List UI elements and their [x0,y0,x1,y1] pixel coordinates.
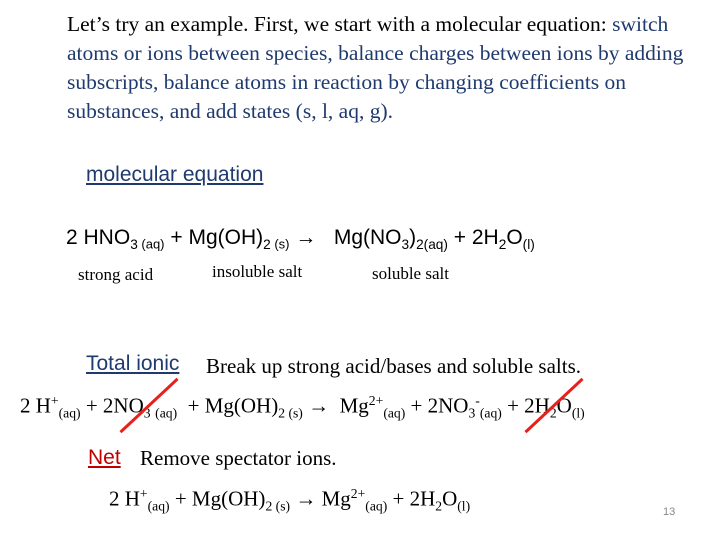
intro-paragraph [67,10,697,126]
eq-state: (aq) [365,498,388,514]
eq-state: (aq) [383,405,406,421]
intro-rest: switch atoms or ions between species, balance charges between ions by adding subscripts, balance atoms in reaction by changing coefficients on substances, and add states (s, l, aq, g). [67,12,684,123]
eq-term: O [556,393,572,418]
eq-subscript: 2 [435,498,443,514]
eq-term: + Mg(OH) [169,486,266,511]
eq-state: (l) [571,405,585,421]
eq-term: 2 H [20,393,51,418]
eq-charge: + [50,393,59,408]
eq-term: O [506,226,523,249]
reaction-arrow-icon: → [295,226,317,249]
eq-subscript: 3 [401,236,410,252]
net-ionic-equation [109,486,470,514]
eq-term: ) [409,226,417,249]
eq-subscript: 2(aq) [416,236,448,252]
eq-subscript: 3 [468,405,476,421]
eq-charge: 2+ [350,486,366,501]
eq-state: (aq) [137,236,165,252]
eq-charge: - [475,393,480,408]
eq-term: O [442,486,458,511]
molecular-equation-heading: molecular equation [86,163,264,186]
eq-term: + Mg(OH) [182,393,279,418]
eq-charge: + [139,486,148,501]
eq-state: (s) [272,498,291,514]
total-ionic-heading: Total ionic [86,352,180,375]
eq-subscript: 3 [130,236,138,252]
eq-subscript: 3 [143,405,151,421]
eq-term: + 2NO [405,393,469,418]
label-insoluble-salt: insoluble salt [212,262,303,281]
label-strong-acid: strong acid [78,265,154,284]
eq-term: + 2H [501,393,550,418]
eq-term: Mg [334,393,369,418]
molecular-equation [66,226,535,252]
eq-term: Mg(NO [328,226,402,249]
eq-subscript: 2 [498,236,507,252]
total-ionic-equation [20,393,585,421]
eq-term: + 2H [447,226,499,249]
eq-term: + 2NO [80,393,144,418]
eq-state: (s) [285,405,303,421]
net-description: Remove spectator ions. [140,446,337,470]
eq-state: (s) [270,236,290,252]
eq-subscript: 2 [278,405,286,421]
eq-state: (l) [457,498,471,514]
eq-subscript: 2 [265,498,273,514]
eq-term: + 2H [387,486,436,511]
eq-term: Mg [316,486,351,511]
label-soluble-salt: soluble salt [372,264,449,283]
eq-charge: 2+ [368,393,384,408]
eq-state: (aq) [147,498,170,514]
net-heading: Net [88,446,121,469]
reaction-arrow-icon: → [308,393,330,418]
eq-state: (aq) [155,405,178,421]
eq-state: (aq) [58,405,81,421]
eq-subscript: 2 [549,405,557,421]
total-ionic-description: Break up strong acid/bases and soluble salts. [206,354,582,378]
intro-line1: Let’s try an example. First, we start with a molecular equation: [67,12,607,36]
page-number: 13 [663,506,676,518]
eq-term: 2 HNO [66,226,131,249]
eq-term: 2 H [109,486,140,511]
eq-state: (l) [522,236,535,252]
eq-term: + Mg(OH) [164,226,264,249]
reaction-arrow-icon: → [295,486,317,511]
eq-state: (aq) [479,405,502,421]
eq-subscript: 2 [263,236,271,252]
